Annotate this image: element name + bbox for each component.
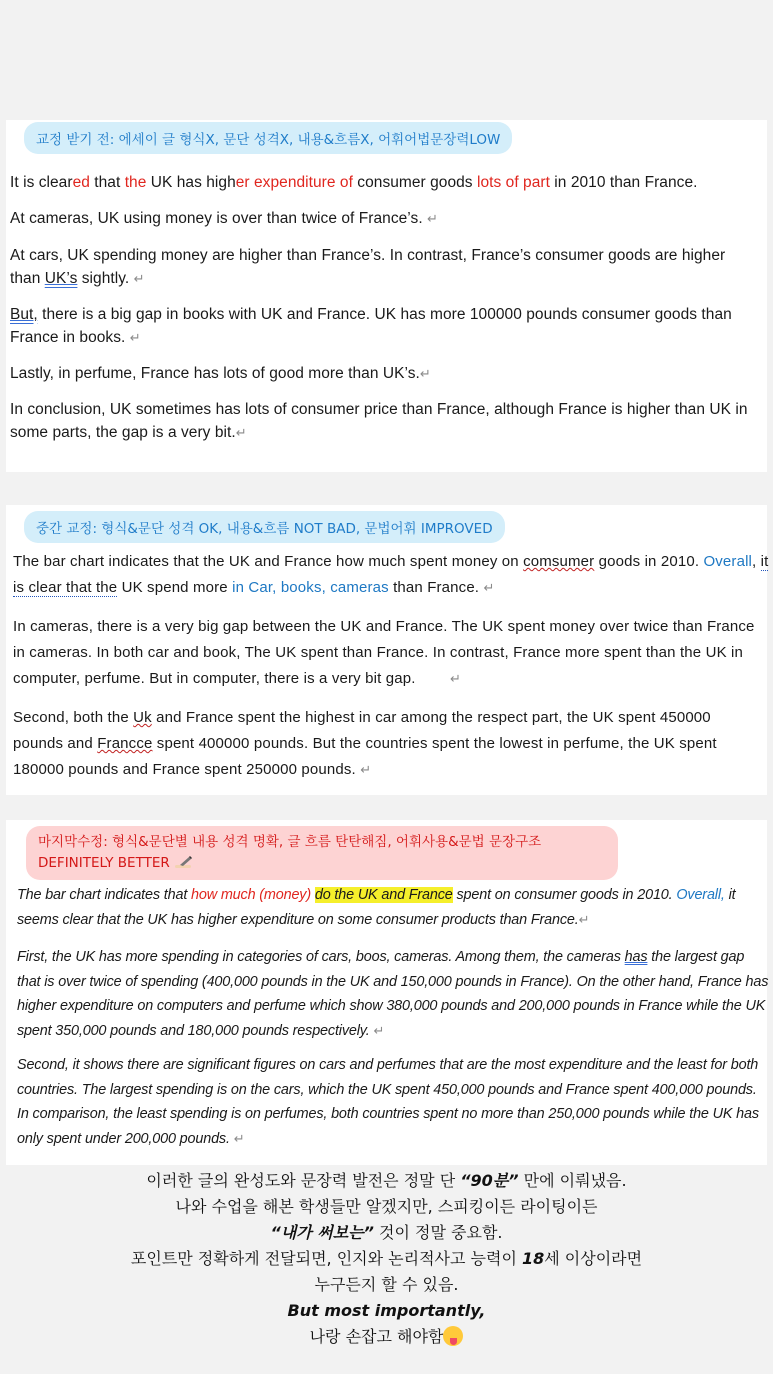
text: 만에 이뤄냈음. (518, 1171, 627, 1190)
s1-paragraph-1 (10, 171, 770, 194)
caption-line-6: But most importantly, (287, 1301, 486, 1320)
return-mark-icon: ↵ (419, 366, 431, 381)
grammar-flag: But, (10, 306, 38, 323)
return-mark-icon: ↵ (235, 425, 247, 440)
return-mark-icon: ↵ (483, 580, 495, 595)
caption-line-7 (0, 1324, 773, 1350)
s2-paragraph-3 (13, 705, 765, 783)
correction: lots of part (476, 174, 550, 191)
text: Second, it shows there are significant figures on cars and perfumes that are the most expenditure and the least for both countries. The largest spending is on the cars, which the UK spent 450,000 pounds and France spent 400,000 pounds. In comparison, the least spending is on perfumes, both countries spent no more than 250,000 pounds while the UK has only spent under 200,000 pounds. (17, 1057, 759, 1147)
s1-paragraph-4 (10, 303, 765, 349)
caption-line-3 (0, 1220, 773, 1246)
correction: in Car, books, cameras (232, 579, 389, 596)
spelling-error: Uk (133, 709, 152, 726)
spelling-error: comsumer (523, 553, 595, 570)
text: sightly. (77, 270, 130, 287)
correction: er expenditure of (235, 174, 353, 191)
s3-paragraph-3 (17, 1053, 769, 1151)
caption-line-2: 나와 수업을 해본 학생들만 알겠지만, 스피킹이든 라이팅이든 (175, 1197, 598, 1216)
text: The bar chart indicates that the UK and France how much spent money on (13, 553, 524, 570)
return-mark-icon: ↵ (133, 271, 145, 286)
tongue-out-emoji-icon (443, 1326, 463, 1346)
text: Lastly, in perfume, France has lots of good more than UK’s. (10, 365, 420, 382)
correction: how much (money) (191, 887, 311, 903)
emphasis: “내가 써보는” (270, 1223, 374, 1242)
caption-line-4 (0, 1246, 773, 1272)
correction: the (124, 174, 147, 191)
text: and France spent the highest in car among the respect part, the UK spent 450000 pounds and (13, 709, 711, 752)
text: Second, both the (13, 709, 134, 726)
text: there is a big gap in books with UK and France. UK has more 100000 pounds consumer goods than France in books. (10, 306, 732, 346)
text: 세 이상이라면 (544, 1249, 643, 1268)
s1-paragraph-3 (10, 244, 755, 290)
text: than France. (388, 579, 480, 596)
final-edit-label (26, 826, 618, 880)
mid-edit-label: 중간 교정: 형식&문단 성격 OK, 내용&흐름 NOT BAD, 문법어휘 IMPROVED (24, 511, 505, 543)
spelling-error: Francce (97, 735, 153, 752)
text: that (89, 174, 125, 191)
text: 이러한 글의 완성도와 문장력 발전은 정말 단 (146, 1171, 461, 1190)
text: in 2010 than France. (549, 174, 698, 191)
s2-paragraph-2 (13, 614, 769, 692)
s1-paragraph-6 (10, 398, 768, 444)
grammar-flag: UK’s (44, 270, 78, 287)
text: consumer goods (352, 174, 477, 191)
emphasis: 18 (522, 1249, 545, 1268)
emphasis: “90분” (460, 1171, 519, 1190)
style-flag: it is clear that the (13, 553, 769, 596)
correction: Overall, (676, 887, 725, 903)
text: , (752, 553, 761, 570)
text: In cameras, there is a very big gap between the UK and France. The UK spent money over twice than France in cameras. In both car and book, The UK spent than France. In contrast, France more spent than the UK in computer, perfume. But in computer, there is a very bit gap. (13, 618, 755, 687)
text: At cameras, UK using money is over than twice of France’s. (10, 210, 423, 227)
return-mark-icon: ↵ (129, 330, 141, 345)
label-text: 마지막수정: 형식&문단별 내용 성격 명확, 글 흐름 탄탄해짐, 어휘사용&문법 문장구조 DEFINITELY BETTER (38, 834, 542, 871)
return-mark-icon: ↵ (427, 211, 438, 226)
text: UK spend more (117, 579, 233, 596)
s1-paragraph-2 (10, 207, 765, 230)
highlight: do the UK and France (314, 887, 453, 903)
text: It is clear (10, 174, 73, 191)
return-mark-icon: ↵ (578, 911, 590, 927)
text: goods in 2010. (594, 553, 704, 570)
return-mark-icon: ↵ (233, 1130, 245, 1146)
before-edit-label: 교정 받기 전: 에세이 글 형식X, 문단 성격X, 내용&흐름X, 어휘어법문장력LOW (24, 122, 512, 154)
correction: Overall (703, 553, 753, 570)
caption-line-1 (0, 1168, 773, 1194)
s3-paragraph-1 (17, 883, 769, 932)
text: First, the UK has more spending in categories of cars, boos, cameras. Among them, the cameras (17, 949, 625, 965)
return-mark-icon: ↵ (360, 762, 372, 777)
text: 것이 정말 중요함. (373, 1223, 503, 1242)
text: The bar chart indicates that (17, 887, 192, 903)
caption-line-5: 누구든지 할 수 있음. (314, 1275, 459, 1294)
grammar-flag: has (624, 949, 648, 965)
text: spent 400000 pounds. But the countries spent the lowest in perfume, the UK spent 180000 pounds and France spent 250000 pounds. (13, 735, 717, 778)
text: spent on consumer goods in 2010. (452, 887, 677, 903)
s2-paragraph-1 (13, 549, 769, 601)
text: In conclusion, UK sometimes has lots of consumer price than France, although France is higher than UK in some parts, the gap is a very bit. (10, 401, 748, 441)
return-mark-icon: ↵ (419, 671, 461, 686)
writing-hand-icon (174, 855, 194, 869)
correction: ed (72, 174, 90, 191)
text: the largest gap that is over twice of spending (400,000 pounds in the UK and 150,000 pounds in France). On the other hand, France has higher expenditure on computers and perfume which show 380,000 pounds and 200,000 pounds in France while the UK spent 350,000 pounds and 180,000 pounds respectively. (17, 949, 769, 1039)
text: it seems clear that the UK has higher expenditure on some consumer products than France. (17, 887, 736, 928)
text: UK has high (146, 174, 236, 191)
text: 포인트만 정확하게 전달되면, 인지와 논리적사고 능력이 (130, 1249, 522, 1268)
s3-paragraph-2 (17, 945, 769, 1043)
text: 나랑 손잡고 해야함 (309, 1327, 444, 1346)
text: At cars, UK spending money are higher than France’s. In contrast, France’s consumer goods are higher than (10, 247, 726, 287)
s1-paragraph-5 (10, 362, 765, 385)
return-mark-icon: ↵ (373, 1022, 385, 1038)
